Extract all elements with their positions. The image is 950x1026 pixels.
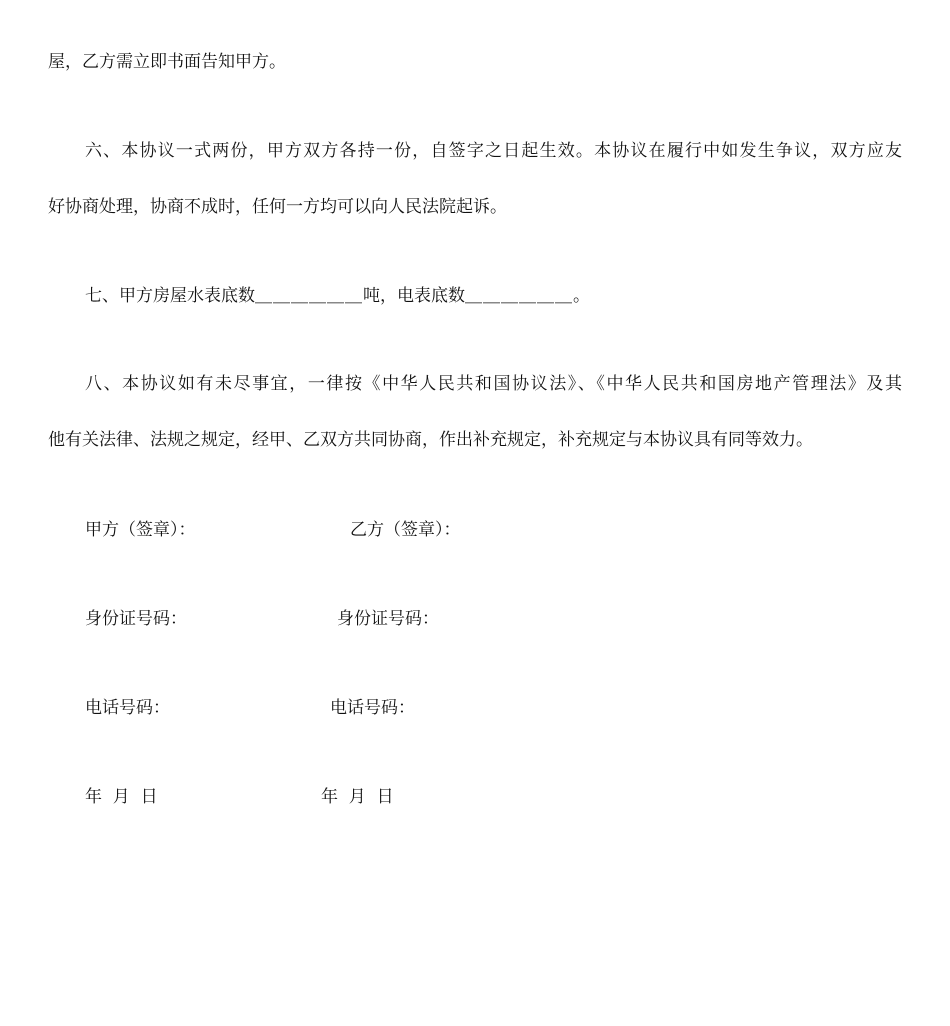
electric-meter-blank: ＿＿＿＿＿＿ [465, 286, 573, 306]
paragraph-8-line-1: 八、本协议如有未尽事宜，一律按《中华人民共和国协议法》、《中华人民共和国房地产管理法》及其 [85, 374, 902, 394]
paragraph-5-tail: 屋，乙方需立即书面告知甲方。 [48, 52, 286, 72]
party-b-id-label: 身份证号码： [337, 609, 439, 629]
electric-meter-label: 吨，电表底数 [363, 286, 465, 306]
party-b-phone-label: 电话号码： [330, 698, 415, 718]
paragraph-7 [48, 284, 590, 308]
party-b-date: 年 月 日 [321, 787, 394, 807]
party-a-date: 年 月 日 [85, 787, 158, 807]
paragraph-6-line-2: 好协商处理，协商不成时，任何一方均可以向人民法院起诉。 [48, 197, 507, 217]
paragraph-8-line-2: 他有关法律、法规之规定，经甲、乙双方共同协商，作出补充规定，补充规定与本协议具有同等效力。 [48, 430, 813, 450]
party-a-phone-label: 电话号码： [85, 698, 170, 718]
water-meter-label: 七、甲方房屋水表底数 [85, 286, 255, 306]
party-b-signature-label: 乙方（签章）： [350, 520, 461, 540]
paragraph-7-end: 。 [573, 286, 590, 306]
party-a-signature-label: 甲方（签章）： [85, 520, 196, 540]
party-a-id-label: 身份证号码： [85, 609, 187, 629]
water-meter-blank: ＿＿＿＿＿＿ [255, 286, 363, 306]
paragraph-6-line-1: 六、本协议一式两份，甲方双方各持一份，自签字之日起生效。本协议在履行中如发生争议，双方应友 [85, 141, 902, 161]
